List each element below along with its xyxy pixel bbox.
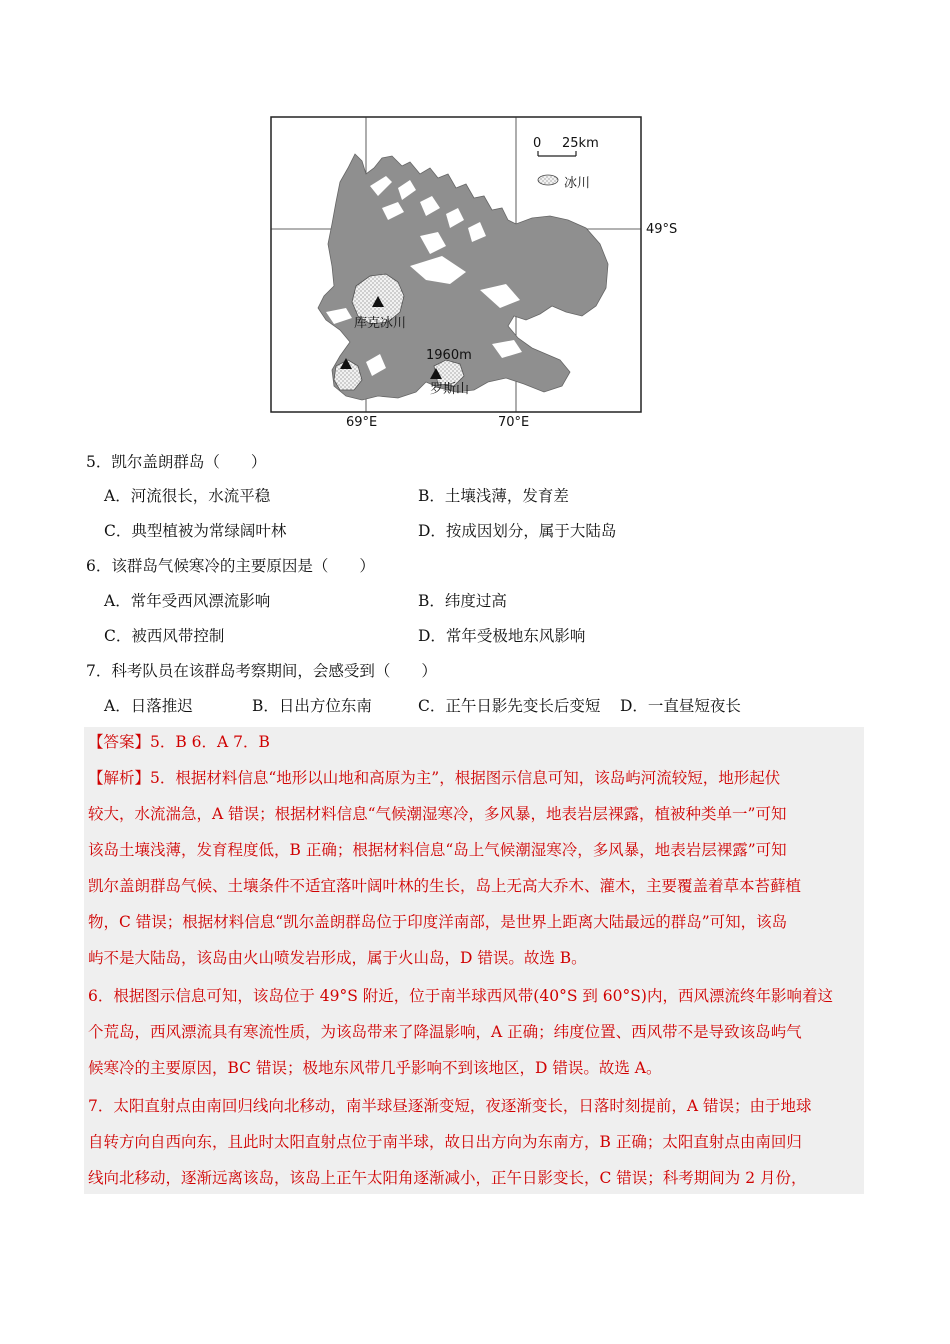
analysis-line: 线向北移动，逐渐远离该岛，该岛上正午太阳角逐渐减小，正午日影变长，C 错误；科考期间为 2 月份，: [88, 1169, 807, 1187]
question-5-option-b: B．土壤浅薄，发育差: [418, 487, 569, 505]
analysis-line: 较大，水流湍急，A 错误；根据材料信息“气候潮湿寒冷，多风暴，地表岩层裸露，植被种类单一”可知: [88, 805, 787, 823]
island-map-graphic: [270, 116, 642, 413]
question-7-stem: 7．科考队员在该群岛考察期间，会感受到（ ）: [86, 662, 437, 680]
question-6-option-c: C．被西风带控制: [104, 627, 225, 645]
question-5-option-a: A．河流很长，水流平稳: [104, 487, 271, 505]
question-7-option-d: D．一直昼短夜长: [620, 697, 741, 715]
analysis-line: 6．根据图示信息可知，该岛位于 49°S 附近，位于南半球西风带(40°S 到 60°S)内，西风漂流终年影响着这: [88, 987, 833, 1005]
analysis-line: 候寒冷的主要原因，BC 错误；极地东风带几乎影响不到该地区，D 错误。故选 A。: [88, 1059, 662, 1077]
question-7-option-b: B．日出方位东南: [252, 697, 372, 715]
peak-elevation-label: 1960m: [426, 348, 472, 363]
analysis-line: 物，C 错误；根据材料信息“凯尔盖朗群岛位于印度洋南部，是世界上距离大陆最远的群岛”可知，该岛: [88, 913, 788, 931]
legend-glacier-label: 冰川: [564, 176, 591, 191]
question-5-stem: 5．凯尔盖朗群岛（ ）: [86, 453, 267, 471]
question-7-option-a: A．日落推迟: [104, 697, 193, 715]
question-5-option-c: C．典型植被为常绿阔叶林: [104, 522, 287, 540]
longitude-label-70: 70°E: [498, 415, 530, 430]
question-6-option-d: D．常年受极地东风影响: [418, 627, 586, 645]
analysis-line: 该岛土壤浅薄，发育程度低，B 正确；根据材料信息“岛上气候潮湿寒冷，多风暴，地表岩层裸露”可知: [88, 841, 787, 859]
analysis-line: 屿不是大陆岛，该岛由火山喷发岩形成，属于火山岛，D 错误。故选 B。: [88, 949, 587, 967]
answer-key: 【答案】5．B 6．A 7．B: [88, 733, 270, 751]
scale-zero-label: 0: [533, 136, 542, 151]
question-5-option-d: D．按成因划分，属于大陆岛: [418, 522, 617, 540]
island-map: [270, 116, 678, 430]
analysis-line: 凯尔盖朗群岛气候、土壤条件不适宜落叶阔叶林的生长，岛上无高大乔木、灌木，主要覆盖着草本苔藓植: [88, 877, 802, 895]
scale-distance-label: 25km: [562, 136, 599, 151]
analysis-line: 自转方向自西向东，且此时太阳直射点位于南半球，故日出方向为东南方，B 正确；太阳直射点由南回归: [88, 1133, 802, 1151]
question-7-option-c: C．正午日影先变长后变短: [418, 697, 601, 715]
analysis-line: 【解析】5．根据材料信息“地形以山地和高原为主”，根据图示信息可知，该岛屿河流较短，地形起伏: [88, 769, 781, 787]
analysis-line: 个荒岛，西风漂流具有寒流性质，为该岛带来了降温影响，A 正确；纬度位置、西风带不是导致该岛屿气: [88, 1023, 802, 1041]
legend-glacier-symbol: [538, 175, 558, 185]
peak-name-label: 罗斯山: [430, 382, 470, 397]
analysis-line: 7．太阳直射点由南回归线向北移动，南半球昼逐渐变短，夜逐渐变长，日落时刻提前，A 错误；由于地球: [88, 1097, 812, 1115]
question-6-option-a: A．常年受西风漂流影响: [104, 592, 271, 610]
latitude-label: 49°S: [646, 222, 678, 237]
question-6-stem: 6．该群岛气候寒冷的主要原因是（ ）: [86, 557, 375, 575]
longitude-label-69: 69°E: [346, 415, 378, 430]
glacier-name-label: 库克冰川: [354, 316, 407, 331]
question-6-option-b: B．纬度过高: [418, 592, 507, 610]
